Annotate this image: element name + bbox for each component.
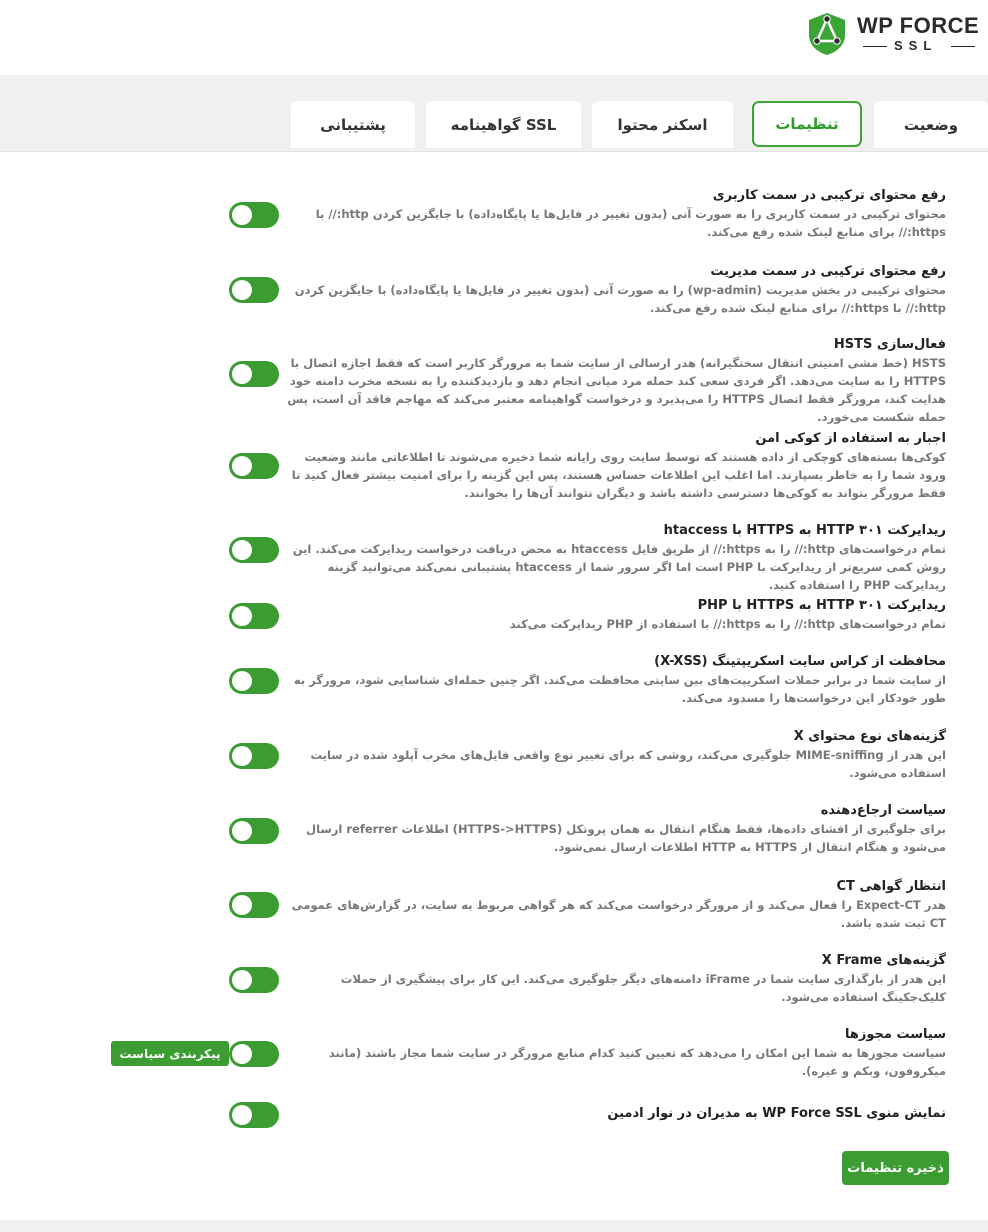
expect-ct-toggle[interactable] xyxy=(229,892,279,918)
xss-protection-toggle[interactable] xyxy=(229,668,279,694)
setting-title: انتظار گواهی CT xyxy=(836,879,946,894)
setting-description: تمام درخواست‌های http:// را به https:// با استفاده از PHP ریدایرکت می‌کند xyxy=(509,617,946,631)
tab-label: پشتیبانی xyxy=(320,115,386,134)
setting-row xyxy=(286,430,946,502)
content-type-options-toggle[interactable] xyxy=(229,743,279,769)
php-redirect-toggle[interactable] xyxy=(229,603,279,629)
setting-description: هدر Expect-CT را فعال می‌کند و از مرورگر درخواست می‌کند که هر گواهی مربوط به سایت، در گزارش‌های عمومی CT ثبت شده باشد. xyxy=(291,898,946,930)
save-settings-button[interactable]: ذخیره تنظیمات xyxy=(842,1151,949,1185)
toggle-knob xyxy=(232,895,252,915)
tab-settings[interactable] xyxy=(752,101,862,147)
toggle-knob xyxy=(232,671,252,691)
tab-bar xyxy=(0,75,988,152)
setting-row xyxy=(286,952,946,1006)
tab-ssl-certificate[interactable] xyxy=(426,101,581,148)
admin-mixed-content-toggle[interactable] xyxy=(229,277,279,303)
toggle-knob xyxy=(232,364,252,384)
setting-row xyxy=(286,597,946,633)
setting-row xyxy=(286,1026,946,1080)
setting-description: محتوای ترکیبی در سمت کاربری را به صورت آنی (بدون تغییر در فایل‌ها یا پایگاه‌داده) با جایگزین کردن http:// با https:// برای منابع لینک شده رفع می‌کند. xyxy=(315,207,946,239)
frontend-mixed-content-toggle[interactable] xyxy=(229,202,279,228)
setting-title: فعال‌سازی HSTS xyxy=(833,337,946,352)
secure-cookie-toggle[interactable] xyxy=(229,453,279,479)
setting-title: سیاست مجوزها xyxy=(845,1027,946,1042)
setting-description: این هدر از بارگذاری سایت شما در iFrame دامنه‌های دیگر جلوگیری می‌کند. این کار برای پیشگیری از حملات کلیک‌جکینگ استفاده می‌شود. xyxy=(340,972,946,1004)
shield-logo-icon xyxy=(805,11,849,57)
top-header xyxy=(0,0,988,75)
setting-row xyxy=(286,263,946,317)
setting-description: تمام درخواست‌های http:// را به https:// از طریق فایل htaccess به محض دریافت درخواست ریدایرکت می‌کند. این روش کمی سریع‌تر از ریدایرکت با PHP است اما اگر سرور شما از htaccess پشتیبانی نمی‌کند می‌توانید گزینه ریدایرکت PHP را استفاده کنید. xyxy=(292,542,946,592)
toggle-knob xyxy=(232,746,252,766)
tab-content-scanner[interactable] xyxy=(592,101,733,148)
footer-strip xyxy=(0,1220,988,1232)
setting-title: رفع محتوای ترکیبی در سمت مدیریت xyxy=(710,264,946,279)
toggle-knob xyxy=(232,456,252,476)
toggle-knob xyxy=(232,606,252,626)
setting-title: گزینه‌های X Frame xyxy=(821,953,946,968)
setting-row xyxy=(286,336,946,426)
setting-description: سیاست مجوزها به شما این امکان را می‌دهد که تعیین کنید کدام منابع مرورگر در سایت شما مجاز باشند (مانند میکروفون، وبکم و غیره). xyxy=(328,1046,946,1078)
setting-description: کوکی‌ها بسته‌های کوچکی از داده هستند که توسط سایت روی رایانه شما ذخیره می‌شوند تا اطلاعاتی مانند وضعیت ورود شما را به خاطر بسپارند. اما اغلب این اطلاعات حساس هستند، پس این گزینه را برای امنیت بیشتر فعال کنید تا فقط مرورگر بتواند به کوکی‌ها دسترسی داشته باشد و دیگران نتوانند آن‌ها را بخوانند. xyxy=(291,450,946,500)
toggle-knob xyxy=(232,1044,252,1064)
toggle-knob xyxy=(232,280,252,300)
tab-label: گواهینامه SSL xyxy=(450,115,557,134)
setting-row xyxy=(286,802,946,856)
toggle-knob xyxy=(232,540,252,560)
setting-title: گزینه‌های نوع محتوای X xyxy=(793,729,946,744)
setting-description: برای جلوگیری از افشای داده‌ها، فقط هنگام انتقال به همان پروتکل (HTTPS->HTTPS) اطلاعات referrer ارسال می‌شود و هنگام انتقال از HTTPS به HTTP اطلاعات ارسال نمی‌شود. xyxy=(306,822,946,854)
logo-title: WP FORCE xyxy=(857,13,980,38)
toggle-knob xyxy=(232,1105,252,1125)
tab-support[interactable] xyxy=(291,101,415,148)
htaccess-redirect-toggle[interactable] xyxy=(229,537,279,563)
setting-row xyxy=(286,1105,946,1123)
setting-row xyxy=(286,522,946,594)
setting-row xyxy=(286,728,946,782)
setting-title: اجبار به استفاده از کوکی امن xyxy=(755,431,946,446)
tab-label: اسکنر محتوا xyxy=(617,115,708,134)
setting-description: HSTS (خط مشی امنیتی انتقال سختگیرانه) هدر ارسالی از سایت شما به مرورگر کاربر است که فقط اجازه اتصال با HTTPS را به سایت می‌دهد. اگر فردی سعی کند حمله مرد میانی انجام دهد و بازدیدکننده را به نسخه مخرب دامنه خود هدایت کند، مرورگر فقط اتصال HTTPS را می‌پذیرد و درخواست گواهینامه معتبر می‌کند که مهاجم فاقد آن است، پس حمله شکست می‌خورد. xyxy=(287,356,946,424)
permissions-policy-toggle[interactable] xyxy=(229,1041,279,1067)
toggle-knob xyxy=(232,821,252,841)
setting-row xyxy=(286,878,946,932)
setting-description: محتوای ترکیبی در بخش مدیریت (wp-admin) را به صورت آنی (بدون تغییر در فایل‌ها یا پایگاه‌داده) با جایگزین کردن http:// با https:// برای منابع لینک شده رفع می‌کند. xyxy=(294,283,946,315)
tab-label: تنظیمات xyxy=(775,115,839,133)
setting-title: سیاست ارجاع‌دهنده xyxy=(820,803,946,818)
setting-row xyxy=(286,187,946,241)
setting-title: محافظت از کراس سایت اسکریپتینگ (X-XSS) xyxy=(654,654,946,669)
setting-row xyxy=(286,653,946,707)
toggle-knob xyxy=(232,970,252,990)
hsts-toggle[interactable] xyxy=(229,361,279,387)
tab-status[interactable] xyxy=(874,101,988,148)
setting-description: از سایت شما در برابر حملات اسکریپت‌های بین سایتی محافظت می‌کند. اگر چنین حمله‌ای شناسایی شود، مرورگر به طور خودکار این درخواست‌ها را مسدود می‌کند. xyxy=(293,673,946,705)
setting-title: ریدایرکت ۳۰۱ HTTP به HTTPS با PHP xyxy=(697,598,946,613)
setting-description: این هدر از MIME-sniffing جلوگیری می‌کند، روشی که برای تغییر نوع واقعی فایل‌های مخرب آپلود شده در سایت استفاده می‌شود. xyxy=(310,748,946,780)
setting-title: رفع محتوای ترکیبی در سمت کاربری xyxy=(712,188,946,203)
logo xyxy=(805,11,983,57)
configure-policy-button[interactable]: پیکربندی سیاست xyxy=(111,1041,229,1066)
x-frame-options-toggle[interactable] xyxy=(229,967,279,993)
logo-subtitle: SSL xyxy=(894,38,938,53)
setting-title: ریدایرکت ۳۰۱ HTTP به HTTPS با htaccess xyxy=(663,523,946,538)
setting-title: نمایش منوی WP Force SSL به مدیران در نوار ادمین xyxy=(607,1106,946,1121)
tab-label: وضعیت xyxy=(903,115,959,134)
admin-bar-menu-toggle[interactable] xyxy=(229,1102,279,1128)
toggle-knob xyxy=(232,205,252,225)
referrer-policy-toggle[interactable] xyxy=(229,818,279,844)
